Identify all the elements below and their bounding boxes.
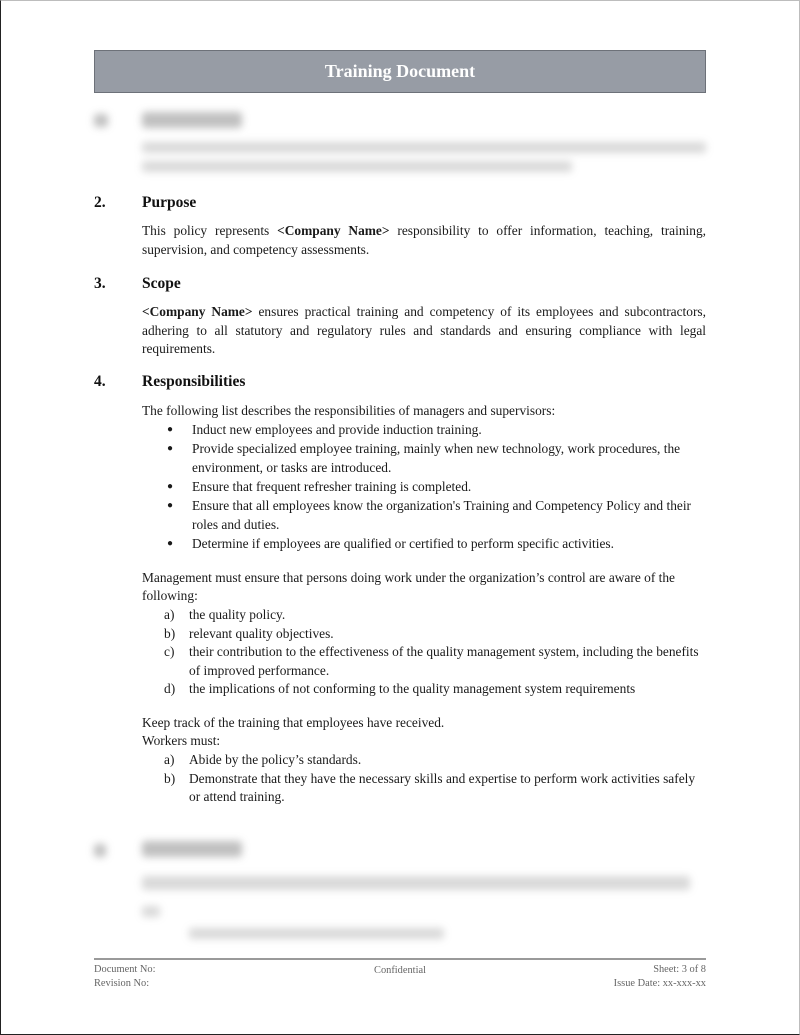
- revision-number-label: Revision No:: [94, 977, 150, 989]
- workers-intro: Workers must:: [142, 733, 221, 749]
- section-responsibilities: [94, 371, 706, 807]
- section-heading: 3. Scope: [94, 274, 181, 292]
- bullet-icon: ●: [167, 424, 174, 436]
- bullet-icon: ●: [167, 538, 174, 550]
- list-item: d) the implications of not conforming to the quality management system requirements: [164, 681, 636, 697]
- section-heading: 4. Responsibilities: [94, 372, 246, 390]
- section-heading: 2. Purpose: [94, 193, 197, 211]
- purpose-paragraph: This policy represents <Company Name> responsibility to offer information, teaching, training, supervision, and competency assessments.: [142, 223, 706, 257]
- list-item: ● Provide specialized employee training, mainly when new technology, work procedures, the environment, or tasks are introduced.: [164, 440, 706, 477]
- document-title: Training Document: [324, 61, 476, 81]
- list-item: a) the quality policy.: [164, 606, 286, 622]
- list-item: ● Ensure that frequent refresher training is completed.: [164, 478, 706, 497]
- company-name-placeholder: <Company Name>: [277, 223, 390, 238]
- scope-paragraph: <Company Name> ensures practical training and competency of its employees and subcontractors, adhering to all statutory and regulatory rules and standards and ensuring compliance with legal requirements.: [142, 304, 706, 357]
- track-training-line: Keep track of the training that employees have received.: [142, 714, 445, 730]
- document-title-bar: [94, 50, 706, 93]
- sheet-number: Sheet: 3 of 8: [653, 964, 706, 975]
- manager-duties-list: [164, 421, 706, 554]
- list-item: c) their contribution to the effectiveness of the quality management system, including the benefits of improved performance.: [164, 644, 699, 678]
- responsibilities-body: [142, 402, 706, 807]
- bullet-icon: ●: [167, 500, 174, 512]
- responsibilities-intro: The following list describes the responsibilities of managers and supervisors:: [142, 403, 556, 418]
- management-intro: Management must ensure that persons doing work under the organization’s control are aware of the following:: [142, 569, 675, 604]
- bullet-icon: ●: [167, 443, 174, 455]
- section-scope: [94, 273, 706, 359]
- issue-date: Issue Date: xx-xxx-xx: [613, 977, 706, 989]
- document-number-label: Document No:: [94, 964, 156, 975]
- list-item: b) relevant quality objectives.: [164, 625, 334, 641]
- confidential-label: Confidential: [374, 965, 426, 976]
- bullet-icon: ●: [167, 481, 174, 493]
- awareness-list: [164, 606, 706, 699]
- company-name-placeholder: <Company Name>: [142, 304, 253, 319]
- section-purpose: [94, 192, 706, 259]
- list-item: b) Demonstrate that they have the necessary skills and expertise to perform work activities safely or attend training.: [164, 770, 696, 805]
- list-item: a) Abide by the policy’s standards.: [164, 752, 362, 768]
- list-item: ● Ensure that all employees know the organization's Training and Competency Policy and their roles and duties.: [164, 497, 706, 534]
- list-item: ● Determine if employees are qualified or certified to perform specific activities.: [164, 535, 706, 554]
- list-item: ● Induct new employees and provide induction training.: [164, 421, 706, 440]
- page-footer: [94, 958, 706, 990]
- worker-duties-list: [164, 751, 706, 807]
